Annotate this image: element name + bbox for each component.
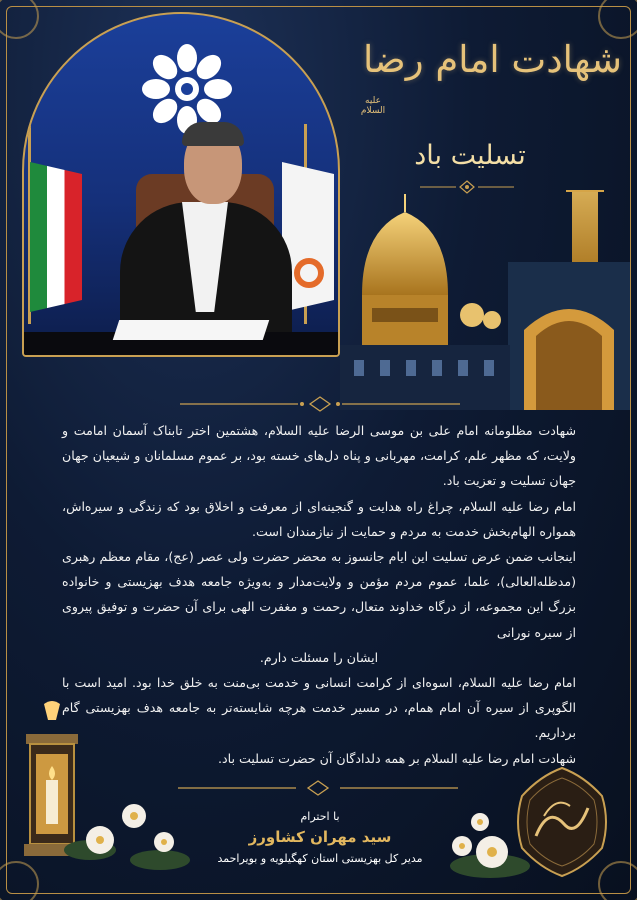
condolence-message — [62, 418, 576, 771]
official-hair — [182, 122, 244, 146]
welfare-organization-logo-icon — [142, 44, 232, 134]
message-paragraph: ایشان را مسئلت دارم. — [259, 649, 379, 665]
message-paragraph: شهادت امام رضا علیه السلام بر همه دلدادگان آن حضرت تسلیت باد. — [218, 750, 576, 766]
message-paragraph: امام رضا علیه السلام، اسوه‌ای از کرامت انسانی و خدمت بی‌منت به خلق خدا بود. امید است با الگوپری از سیره آن امام همام، در مسیر خدمت هرچه شایسته‌تر به جامعه هدف بهزیستی گام برداریم. — [62, 675, 576, 741]
message-paragraph: اینجانب ضمن عرض تسلیت این ایام جانسوز به محضر حضرت ولی عصر (عج)، مقام معظم رهبری (مدظله‌العالی)، علما، عموم مردم مؤمن و ولایت‌مدار و به‌ویژه جامعه هدف بهزیستی و خانواده بزرگ این مجموعه، از درگاه خداوند متعال، رحمت و مغفرت الهی برای آن حضرت و توفیق پیروی از سیره نورانی — [62, 549, 576, 640]
corner-ornament — [598, 0, 637, 39]
signature-respect: با احترام — [300, 810, 340, 823]
signature-name: سید مهران کشاورز — [248, 828, 392, 846]
message-paragraph: شهادت مظلومانه امام علی بن موسی الرضا علیه السلام، هشتمین اختر تابناک آسمان امامت و ولایت، که مظهر علم، کرامت، مهربانی و پناه دل‌های خسته بود، بر عموم مسلمانان و شیعیان جهان جهان تسلیت و تعزیت باد. — [62, 423, 576, 489]
white-flowers-icon — [60, 780, 200, 880]
shrine-illustration-icon — [340, 190, 630, 410]
calligraphy-medallion-icon — [514, 766, 610, 878]
signature-title: مدیر کل بهزیستی استان کهگیلویه و بویراحمد — [217, 852, 423, 865]
signature-divider-icon — [178, 780, 458, 796]
message-paragraph: امام رضا علیه السلام، چراغ راه هدایت و گنجینه‌ای از معرفت و اخلاق بود که زندگی و سیره‌اش، همواره الهام‌بخش خدمت به مردم و حمایت از نیازمندان است. — [62, 498, 576, 539]
portrait-arch — [22, 12, 340, 357]
document-paper — [113, 320, 269, 340]
text-divider-icon — [180, 396, 460, 412]
corner-ornament — [0, 0, 39, 39]
iran-flag — [30, 162, 82, 312]
poster-subtitle: تسلیت باد — [414, 140, 526, 171]
poster-title: شهادت امام رضا — [363, 38, 622, 81]
title-honorific: علیه السلام — [360, 96, 386, 116]
